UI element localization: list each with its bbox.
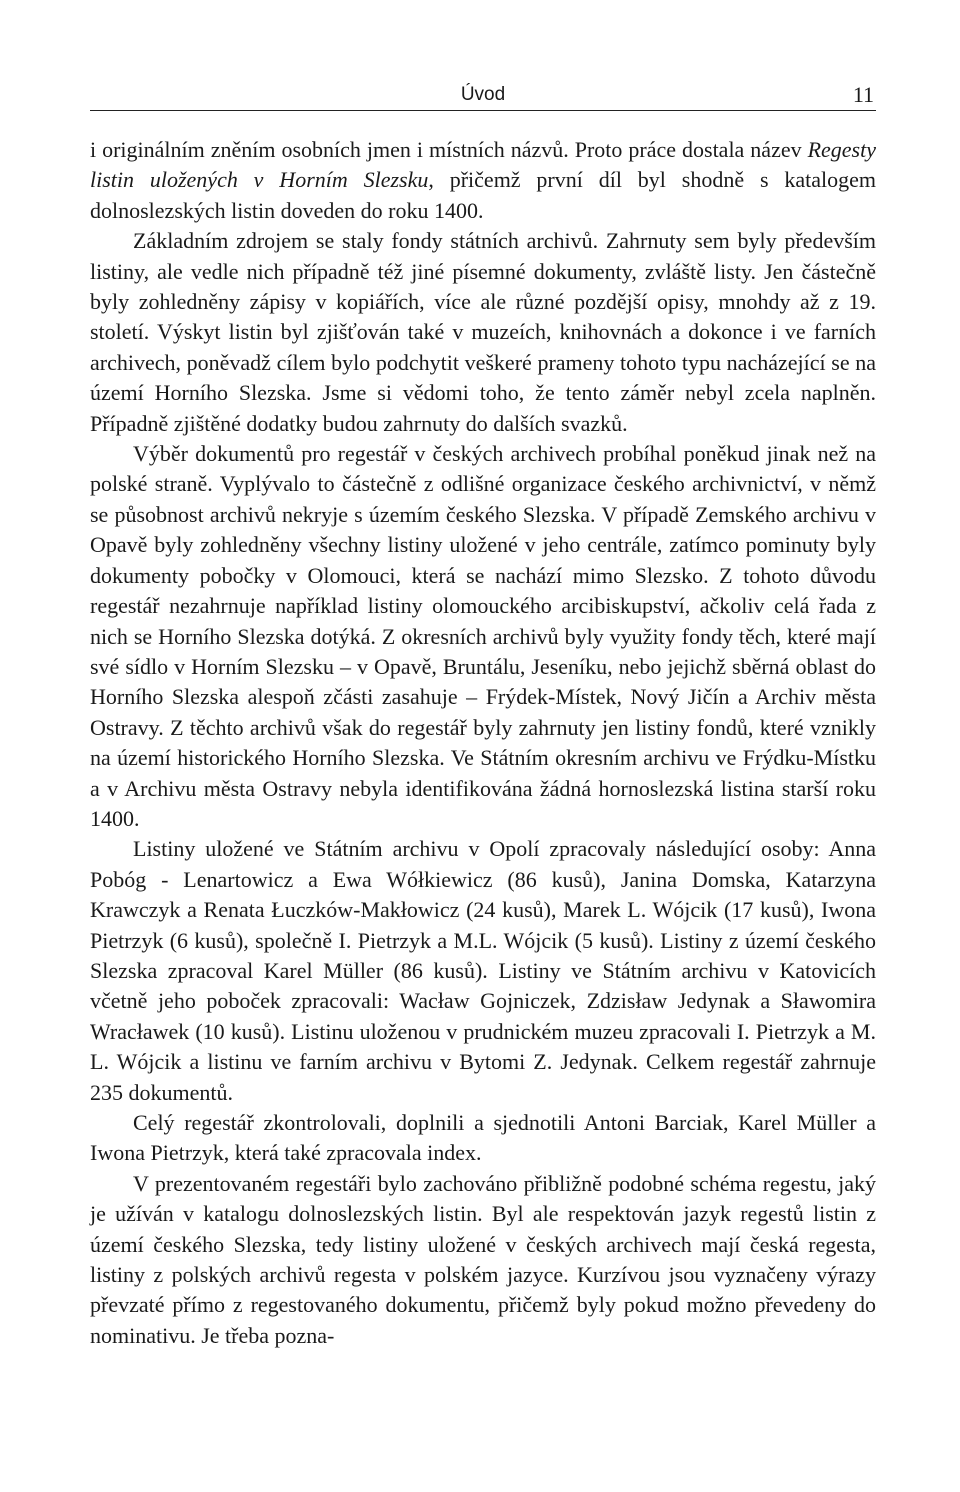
paragraph-5 xyxy=(90,1108,876,1169)
paragraph-text: V prezentovaném regestáři bylo zachováno přibližně podobné schéma regestu, jaký je užíván v katalogu dolnoslezských listin. Byl ale respektován jazyk regestů listin z území českého Slezska, tedy listiny uložené v českých archivech mají česká regesta, listiny z polských archivů regesta v polském jazyce. Kurzívou jsou vyznačeny výrazy převzaté přímo z regestovaného dokumentu, přičemž byly pokud možno převedeny do nominativu. Je třeba pozna- xyxy=(90,1170,876,1348)
paragraph-text: Výběr dokumentů pro regestář v českých archivech probíhal poněkud jinak než na polské straně. Vyplývalo to částečně z odlišné organizace českého archivnictví, v němž se působnost archivů nekryje s územím českého Slezska. V případě Zemského archivu v Opavě byly zohledněny všechny listiny uložené v jeho centrále, zatímco pominuty byly dokumenty pobočky v Olomouci, která se nachází mimo Slezsko. Z tohoto důvodu regestář nezahrnuje například listiny olomouckého arcibiskupství, ačkoliv celá řada z nich se Horního Slezska dotýká. Z okresních archivů byly využity fondy těch, které mají své sídlo v Horním Slezsku – v Opavě, Bruntálu, Jeseníku, nebo jejichž sběrná oblast do Horního Slezska alespoň zčásti zasahuje – Frýdek-Místek, Nový Jičín a Archiv města Ostravy. Z těchto archivů však do regestář byly zahrnuty jen listiny fondů, které vznikly na území historického Horního Slezska. Ve Státním okresním archivu ve Frýdku-Místku a v Archivu města Ostravy nebyla identifikována žádná hornoslezská listina starší roku 1400. xyxy=(90,441,876,831)
paragraph-text: Listiny uložené ve Státním archivu v Opolí zpracovaly následující osoby: Anna Pobóg - Lenartowicz a Ewa Wółkiewicz (86 kusů), Janina Domska, Katarzyna Krawczyk a Renata Łuczków-Makłowicz (24 kusů), Marek L. Wójcik (17 kusů), Iwona Pietrzyk (6 kusů), společně I. Pietrzyk a M.L. Wójcik (5 kusů). Listiny z území českého Slezska zpracoval Karel Müller (86 kusů). Listiny ve Státním archivu v Katovicích včetně jeho poboček zpracovali: Wacław Gojniczek, Zdzisław Jedynak a Sławomira Wracławek (10 kusů). Listinu uloženou v prudnickém muzeu zpracovali I. Pietrzyk a M. L. Wójcik a listinu ve farním archivu v Bytomi Z. Jedynak. Celkem regestář zahrnuje 235 dokumentů. xyxy=(90,836,876,1105)
page-number: 11 xyxy=(852,82,874,107)
paragraph-3 xyxy=(90,439,876,834)
body-text xyxy=(90,135,876,1351)
italic-title: Regesty listin uložených v Horním Slezsku xyxy=(90,137,876,193)
paragraph-text: , přičemž první díl byl shodně s katalogem dolnoslezských listin doveden do roku 1400. xyxy=(90,167,876,223)
running-header xyxy=(90,80,876,111)
paragraph-6 xyxy=(90,1169,876,1351)
paragraph-1 xyxy=(90,135,876,226)
paragraph-4 xyxy=(90,834,876,1108)
paragraph-2 xyxy=(90,226,876,439)
paragraph-text: i originálním zněním osobních jmen i místních názvů. Proto práce dostala název xyxy=(90,137,808,162)
paragraph-text: Celý regestář zkontrolovali, doplnili a sjednotili Antoni Barciak, Karel Müller a Iwona Pietrzyk, která také zpracovala index. xyxy=(90,1110,876,1166)
paragraph-text: Základním zdrojem se staly fondy státních archivů. Zahrnuty sem byly především listiny, ale vedle nich případně též jiné písemné dokumenty, zvláště listy. Jen částečně byly zohledněny zápisy v kopiářích, více ale různé pozdější opisy, mnohdy až z 19. století. Výskyt listin byl zjišťován také v muzeích, knihovnách a dokonce i ve farních archivech, poněvadž cílem bylo podchytit veškeré prameny tohoto typu nacházející se na území Horního Slezska. Jsme si vědomi toho, že tento záměr nebyl zcela naplněn. Případně zjištěné dodatky budou zahrnuty do dalších svazků. xyxy=(90,228,876,436)
header-title: Úvod xyxy=(460,84,506,105)
